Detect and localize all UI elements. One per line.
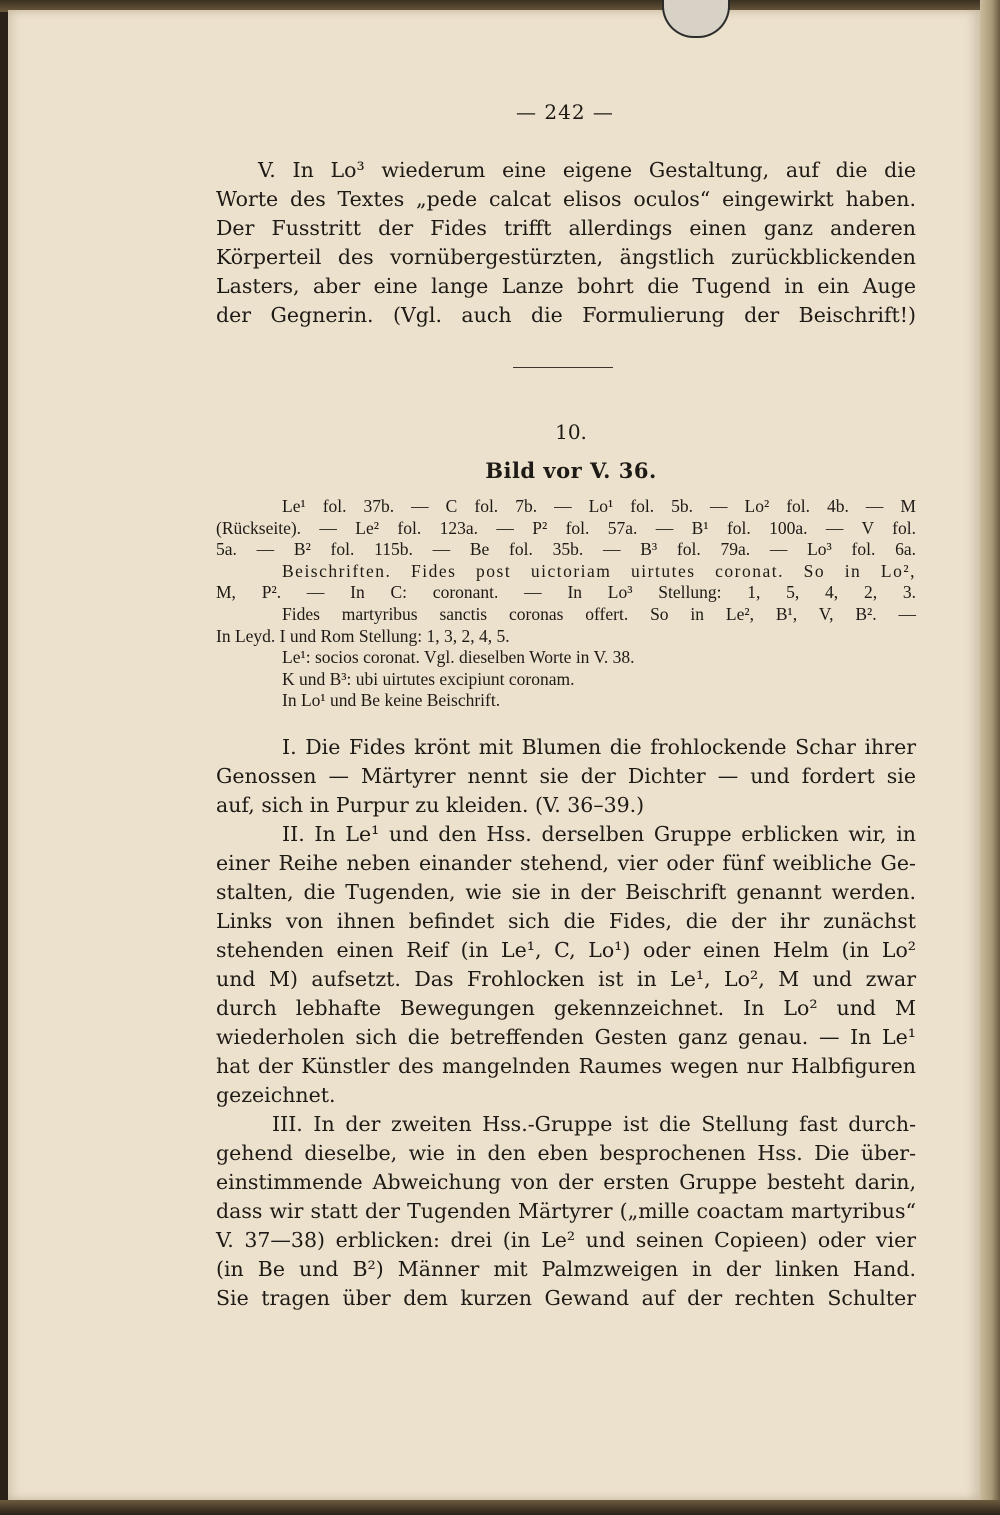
source-line: Fides martyribus sanctis coronas offert. So in Le², B¹, V, B². — xyxy=(282,603,916,624)
text-line: einstimmende Abweichung von der ersten Gruppe besteht darin, xyxy=(216,1170,916,1194)
text-line: II. In Le¹ und den Hss. derselben Gruppe erblicken wir, in xyxy=(282,822,916,846)
text-line: stalten, die Tugenden, wie sie in der Beischrift genannt werden. xyxy=(216,880,916,904)
text-line: I. Die Fides krönt mit Blumen die frohlockende Schar ihrer xyxy=(282,735,916,759)
source-line: 5a. — B² fol. 115b. — Be fol. 35b. — B³ fol. 79a. — Lo³ fol. 6a. xyxy=(216,539,916,560)
text-line: durch lebhafte Bewegungen gekennzeichnet. In Lo² und M xyxy=(216,996,916,1020)
text-line: Körperteil des vornübergestürzten, ängstlich zurückblickenden xyxy=(216,245,916,269)
text-line: auf, sich in Purpur zu kleiden. (V. 36–39.) xyxy=(216,793,645,817)
book-binding-right xyxy=(980,0,1000,1515)
text-line: dass wir statt der Tugenden Märtyrer („mille coactam martyribus“ xyxy=(216,1199,916,1223)
text-line: der Gegnerin. (Vgl. auch die Formulierung der Beischrift!) xyxy=(216,303,916,327)
text-line: einer Reihe neben einander stehend, vier oder fünf weibliche Ge- xyxy=(216,851,916,875)
text-line: stehenden einen Reif (in Le¹, C, Lo¹) oder einen Helm (in Lo² xyxy=(216,938,916,962)
section-divider xyxy=(513,367,613,368)
page-number: — 242 — xyxy=(516,100,614,124)
text-line: hat der Künstler des mangelnden Raumes wegen nur Halbfiguren xyxy=(216,1054,916,1078)
paragraph-v xyxy=(216,156,916,330)
text-line: V. 37—38) erblicken: drei (in Le² und seinen Copieen) oder vier xyxy=(216,1228,916,1252)
source-line: In Leyd. I und Rom Stellung: 1, 3, 2, 4, 5. xyxy=(216,625,510,646)
text-line: Links von ihnen befindet sich die Fides, die der ihr zunächst xyxy=(216,909,916,933)
text-line: Der Fusstritt der Fides trifft allerdings einen ganz anderen xyxy=(216,216,916,240)
text-line: Sie tragen über dem kurzen Gewand auf der rechten Schulter xyxy=(216,1286,916,1310)
source-line: Beischriften. Fides post uictoriam uirtutes coronat. So in Lo², xyxy=(282,560,916,581)
text-line: Lasters, aber eine lange Lanze bohrt die Tugend in ein Auge xyxy=(216,274,916,298)
source-line: K und B³: ubi uirtutes excipiunt coronam. xyxy=(282,668,575,689)
section-number: 10. xyxy=(555,420,587,444)
sources-block xyxy=(216,496,916,712)
text-line: V. In Lo³ wiederum eine eigene Gestaltung, auf die die xyxy=(258,158,916,182)
text-line: gehend dieselbe, wie in den eben besprochenen Hss. Die über- xyxy=(216,1141,916,1165)
source-line: Le¹ fol. 37b. — C fol. 7b. — Lo¹ fol. 5b. — Lo² fol. 4b. — M xyxy=(282,496,916,516)
text-line: wiederholen sich die betreffenden Gesten ganz genau. — In Le¹ xyxy=(216,1025,916,1049)
text-line: Genossen — Märtyrer nennt sie der Dichter — und fordert sie xyxy=(216,764,916,788)
source-line: M, P². — In C: coronant. — In Lo³ Stellung: 1, 5, 4, 2, 3. xyxy=(216,582,916,603)
text-line: gezeichnet. xyxy=(216,1083,336,1107)
text-line: Worte des Textes „pede calcat elisos oculos“ eingewirkt haben. xyxy=(216,187,916,211)
source-line: Le¹: socios coronat. Vgl. dieselben Worte in V. 38. xyxy=(282,647,635,668)
source-line: In Lo¹ und Be keine Beischrift. xyxy=(282,690,501,711)
text-line: (in Be und B²) Männer mit Palmzweigen in der linken Hand. xyxy=(216,1257,916,1281)
text-line: und M) aufsetzt. Das Frohlocken ist in Le¹, Lo², M und zwar xyxy=(216,967,916,991)
paragraph-i-iii xyxy=(216,733,916,1313)
section-heading: Bild vor V. 36. xyxy=(485,458,657,483)
source-line: (Rückseite). — Le² fol. 123a. — P² fol. 57a. — B¹ fol. 100a. — V fol. xyxy=(216,517,916,538)
text-line: III. In der zweiten Hss.-Gruppe ist die Stellung fast durch- xyxy=(272,1112,916,1136)
book-binding-bottom xyxy=(0,1500,1000,1515)
